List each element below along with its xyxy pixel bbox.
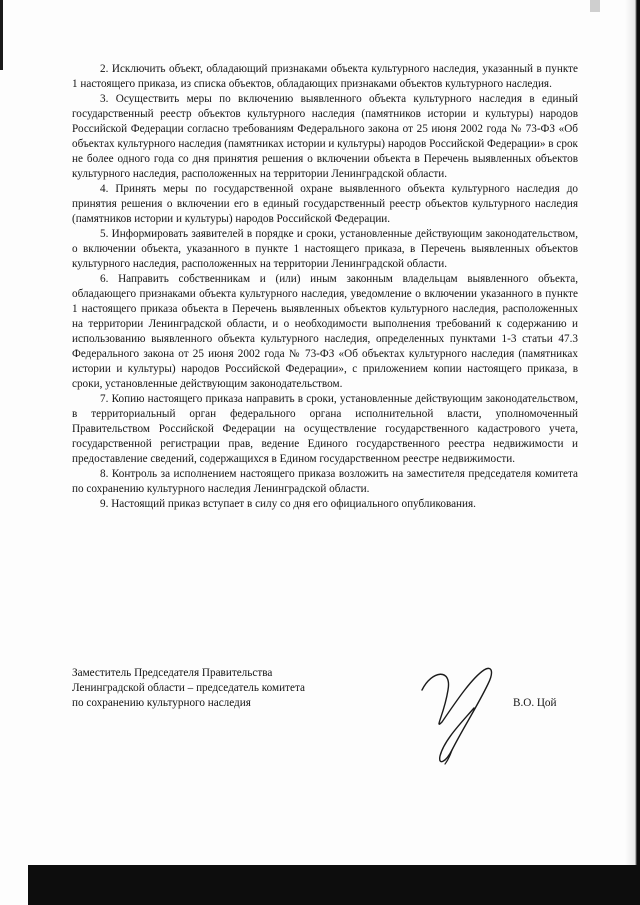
signatory-title-line: Ленинградской области – председатель комитета: [72, 682, 305, 694]
paragraph-item-6: 6. Направить собственникам и (или) иным законным владельцам выявленного объекта, обладающего признаками объекта культурного наследия, уведомление о включении указанного в пункте 1 настоящего приказа объекта в Перечень выявленных объектов культурного наследия, расположенных на территории Ленинградской области, и о необходимости выполнения требований к содержанию и использованию выявленного объекта культурного наследия, определенных пунктами 1-3 статьи 47.3 Федерального закона от 25 июня 2002 года № 73-ФЗ «Об объектах культурного наследия (памятниках истории и культуры) народов Российской Федерации», с приложением копии настоящего приказа, в сроки, установленные действующим законодательством.: [72, 273, 578, 390]
scan-edge-right: [635, 0, 640, 905]
handwritten-signature: [412, 660, 532, 770]
paragraph-item-3: 3. Осуществить меры по включению выявленного объекта культурного наследия в единый государственный реестр объектов культурного наследия (памятников истории и культуры) народов Российской Федерации согласно требованиям Федерального закона от 25 июня 2002 года № 73-ФЗ «Об объектах культурного наследия (памятниках истории и культуры) народов Российской Федерации» в срок не более одного года со дня принятия решения о включении объекта в Перечень выявленных объектов культурного наследия, расположенных на территории Ленинградской области.: [72, 93, 578, 180]
paragraph-item-9: 9. Настоящий приказ вступает в силу со дня его официального опубликования.: [100, 498, 476, 510]
scan-edge-left: [0, 0, 3, 70]
signatory-title-line: Заместитель Председателя Правительства: [72, 667, 273, 679]
scan-shadow-right: [625, 0, 635, 905]
signatory-title: [72, 666, 305, 711]
paragraph-item-8: 8. Контроль за исполнением настоящего приказа возложить на заместителя председателя комитета по сохранению культурного наследия Ленинградской области.: [72, 468, 578, 495]
signature-block: [72, 666, 578, 776]
paragraph-item-5: 5. Информировать заявителей в порядке и сроки, установленные действующим законодательством, о включении объекта, указанного в пункте 1 настоящего приказа, в Перечень выявленных объектов культурного наследия, расположенных на территории Ленинградской области.: [72, 228, 578, 270]
scan-smudge: [590, 0, 600, 12]
signatory-name: В.О. Цой: [513, 697, 557, 709]
document-body: [72, 62, 578, 512]
paragraph-item-2: 2. Исключить объект, обладающий признаками объекта культурного наследия, указанный в пункте 1 настоящего приказа, из списка объектов, обладающих признаками объектов культурного наследия.: [72, 63, 578, 90]
paragraph-item-4: 4. Принять меры по государственной охране выявленного объекта культурного наследия до принятия решения о включении его в единый государственный реестр объектов культурного наследия (памятников истории и культуры) народов Российской Федерации.: [72, 183, 578, 225]
scan-edge-bottom: [28, 865, 640, 905]
paragraph-item-7: 7. Копию настоящего приказа направить в сроки, установленные действующим законодательством, в территориальный орган федерального органа исполнительной власти, уполномоченный Правительством Российской Федерации на осуществление государственного кадастрового учета, государственной регистрации прав, ведение Единого государственного реестра недвижимости и предоставление сведений, содержащихся в Едином государственном реестре недвижимости.: [72, 393, 578, 465]
signatory-title-line: по сохранению культурного наследия: [72, 697, 251, 709]
